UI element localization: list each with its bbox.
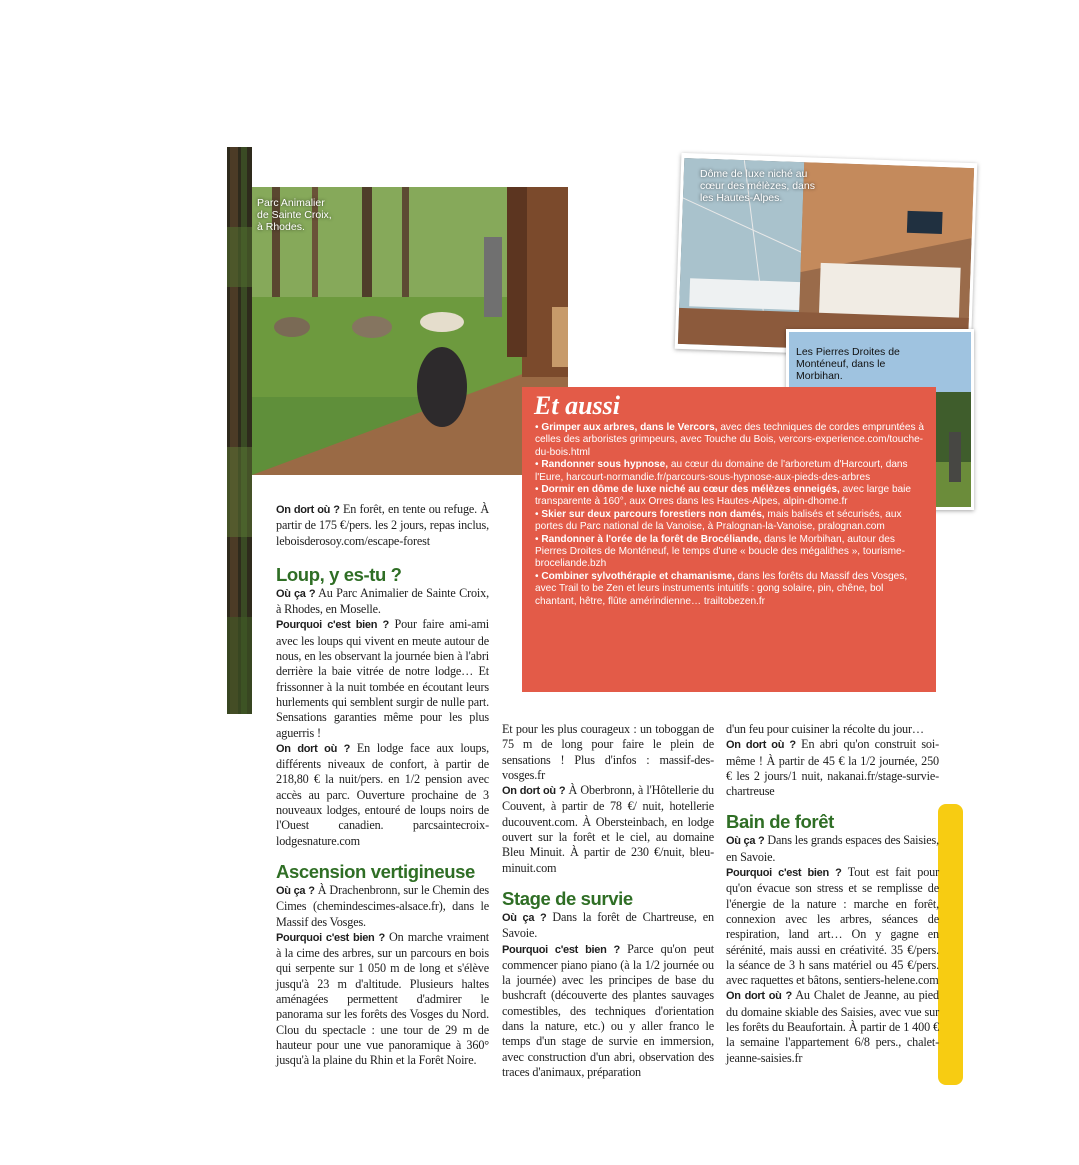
et-aussi-item: • Randonner sous hypnose, au cœur du domaine de l'arboretum d'Harcourt, dans l'Eure, harcourt-normandie.fr/parcours-sous-hypnose-aux-pieds-des-arbres xyxy=(535,459,908,483)
column-3 xyxy=(726,722,939,1066)
et-aussi-list xyxy=(535,422,925,608)
ascension-why: Pourquoi c'est bien ? On marche vraiment à la cime des arbres, sur un parcours en bois qui serpente sur 1 050 m de long et s'élève jusqu'à 23 m d'altitude. Plusieurs haltes aménagées permettent d'admirer le panorama sur les forêts des Vosges du Nord. Clou du spectacle : une tour de 29 m de hauteur pour une vue panoramique à 360° jusqu'à la plaine du Rhin et la Forêt Noire. xyxy=(276,929,489,1068)
loup-where: Où ça ? Au Parc Animalier de Sainte Croix, à Rhodes, en Moselle. xyxy=(276,585,489,617)
loup-why: Pourquoi c'est bien ? Pour faire ami-ami avec les loups qui vivent en meute autour de nous, en les observant la journée bien à l'abri derrière la baie vitrée de notre lodge… Et frissonner à la nuit tombée en écoutant leurs hurlements qui semblent surgir de nulle part. Sensations garanties même pour les plus aguerris ! xyxy=(276,617,490,740)
et-aussi-item: • Combiner sylvothérapie et chamanisme, dans les forêts du Massif des Vosges, avec Trail to be Zen et leurs instruments intuitifs : gong solaire, pin, chêne, bol chantant, hêtre, flûte amérindienne… trailtobezen.fr xyxy=(535,570,908,607)
bain-sleep: On dort où ? Au Chalet de Jeanne, au pied du domaine skiable des Saisies, avec vue sur les forêts du Beaufortain. À partir de 1 400 € la semaine l'appartement 6/8 pers., chalet-jeanne-saisies.fr xyxy=(726,988,939,1065)
survie-why: Pourquoi c'est bien ? Parce qu'on peut commencer piano piano (à la 1/2 journée ou la journée) avec les principes de base du bushcraft (découverte des plantes sauvages comestibles, des techniques d'orientation dans la nature, etc.) ou y aller franco le temps d'un stage de survie en immersion, avec construction d'un abri, observation des traces d'animaux, préparation xyxy=(502,941,714,1079)
bain-where: Où ça ? Dans les grands espaces des Saisies, en Savoie. xyxy=(726,833,939,864)
ascension-where: Où ça ? À Drachenbronn, sur le Chemin des Cimes (chemindescimes-alsace.fr), dans le Massif des Vosges. xyxy=(276,882,489,929)
column-1 xyxy=(276,502,489,1069)
loup-title: Loup, y es-tu ? xyxy=(276,563,402,585)
dome-caption: Dôme de luxe niché au cœur des mélèzes, dans les Hautes-Alpes. xyxy=(700,168,815,204)
et-aussi-title: Et aussi xyxy=(534,391,620,420)
bain-title: Bain de forêt xyxy=(726,811,834,833)
bain-why: Pourquoi c'est bien ? Tout est fait pour qu'on évacue son stress et se remplisse de l'énergie de la nature : marche en forêt, connexion avec les arbres, séances de respiration, land art… On y gagne en sérénité, mais aussi en créativité. 35 €/pers. la séance de 3 h sans matériel ou 45 €/pers. avec raquettes et bâtons, sentiers-helene.com xyxy=(726,865,940,988)
column-2 xyxy=(502,722,714,1080)
survie-where: Où ça ? Dans la forêt de Chartreuse, en Savoie. xyxy=(502,909,714,941)
forest-strip-photo xyxy=(227,147,252,714)
park-caption: Parc Animalier de Sainte Croix, à Rhodes. xyxy=(257,197,332,233)
highlight-bar xyxy=(938,804,963,1085)
ascension-title: Ascension vertigineuse xyxy=(276,860,475,882)
survie-sleep: On dort où ? En abri qu'on construit soi-même ! À partir de 45 € la 1/2 journée, 250 € les 2 jours/1 nuit, nakanai.fr/stage-survie-chartreuse xyxy=(726,737,940,799)
et-aussi-item: • Grimper aux arbres, dans le Vercors, avec des techniques de cordes empruntées à celles des arboristes grimpeurs, avec Touche du Bois, vercors-experience.com/touche-du-bois.html xyxy=(535,422,925,458)
loup-sleep: On dort où ? En lodge face aux loups, différents niveaux de confort, à partir de 218,80 € la nuit/pers. en 1/2 pension avec accès au parc. Ouverture prochaine de 3 nouveaux lodges, entouré de loups noirs de l'Ouest canadien. parcsaintecroix-lodgesnature.com xyxy=(276,740,489,848)
survie-continuation: d'un feu pour cuisiner la récolte du jour… xyxy=(726,722,924,736)
intro-paragraph: On dort où ? En forêt, en tente ou refuge. À partir de 175 €/pers. les 2 jours, repas inclus, leboisderosoy.com/escape-forest xyxy=(276,502,490,548)
et-aussi-box xyxy=(522,387,936,692)
et-aussi-item: • Skier sur deux parcours forestiers non damés, mais balisés et sécurisés, aux portes du Parc national de la Vanoise, à Pralognan-la-Vanoise, pralognan.com xyxy=(535,508,902,533)
survie-title: Stage de survie xyxy=(502,887,633,909)
et-aussi-item: • Randonner à l'orée de la forêt de Brocéliande, dans le Morbihan, autour des Pierres Droites de Monténeuf, le temps d'une « boucle des mégalithes », tourisme-broceliande.bzh xyxy=(535,533,905,570)
ascension-continuation: Et pour les plus courageux : un toboggan de 75 m de long pour faire le plein de sensations ! Plus d'infos : massif-des-vosges.fr xyxy=(502,722,714,782)
et-aussi-item: • Dormir en dôme de luxe niché au cœur des mélèzes enneigés, avec large baie transparente à 160°, aux Orres dans les Hautes-Alpes, alpin-dhome.fr xyxy=(535,484,912,508)
stones-caption: Les Pierres Droites de Monténeuf, dans le Morbihan. xyxy=(796,346,900,382)
ascension-sleep: On dort où ? À Oberbronn, à l'Hôtellerie du Couvent, à partir de 78 €/ nuit, hotellerie ducouvent.com. À Obersteinbach, en lodge ouvert sur la forêt et le ciel, au domaine Bleu Minuit. À partir de 230 €/nuit, bleu-minuit.com xyxy=(502,783,714,875)
